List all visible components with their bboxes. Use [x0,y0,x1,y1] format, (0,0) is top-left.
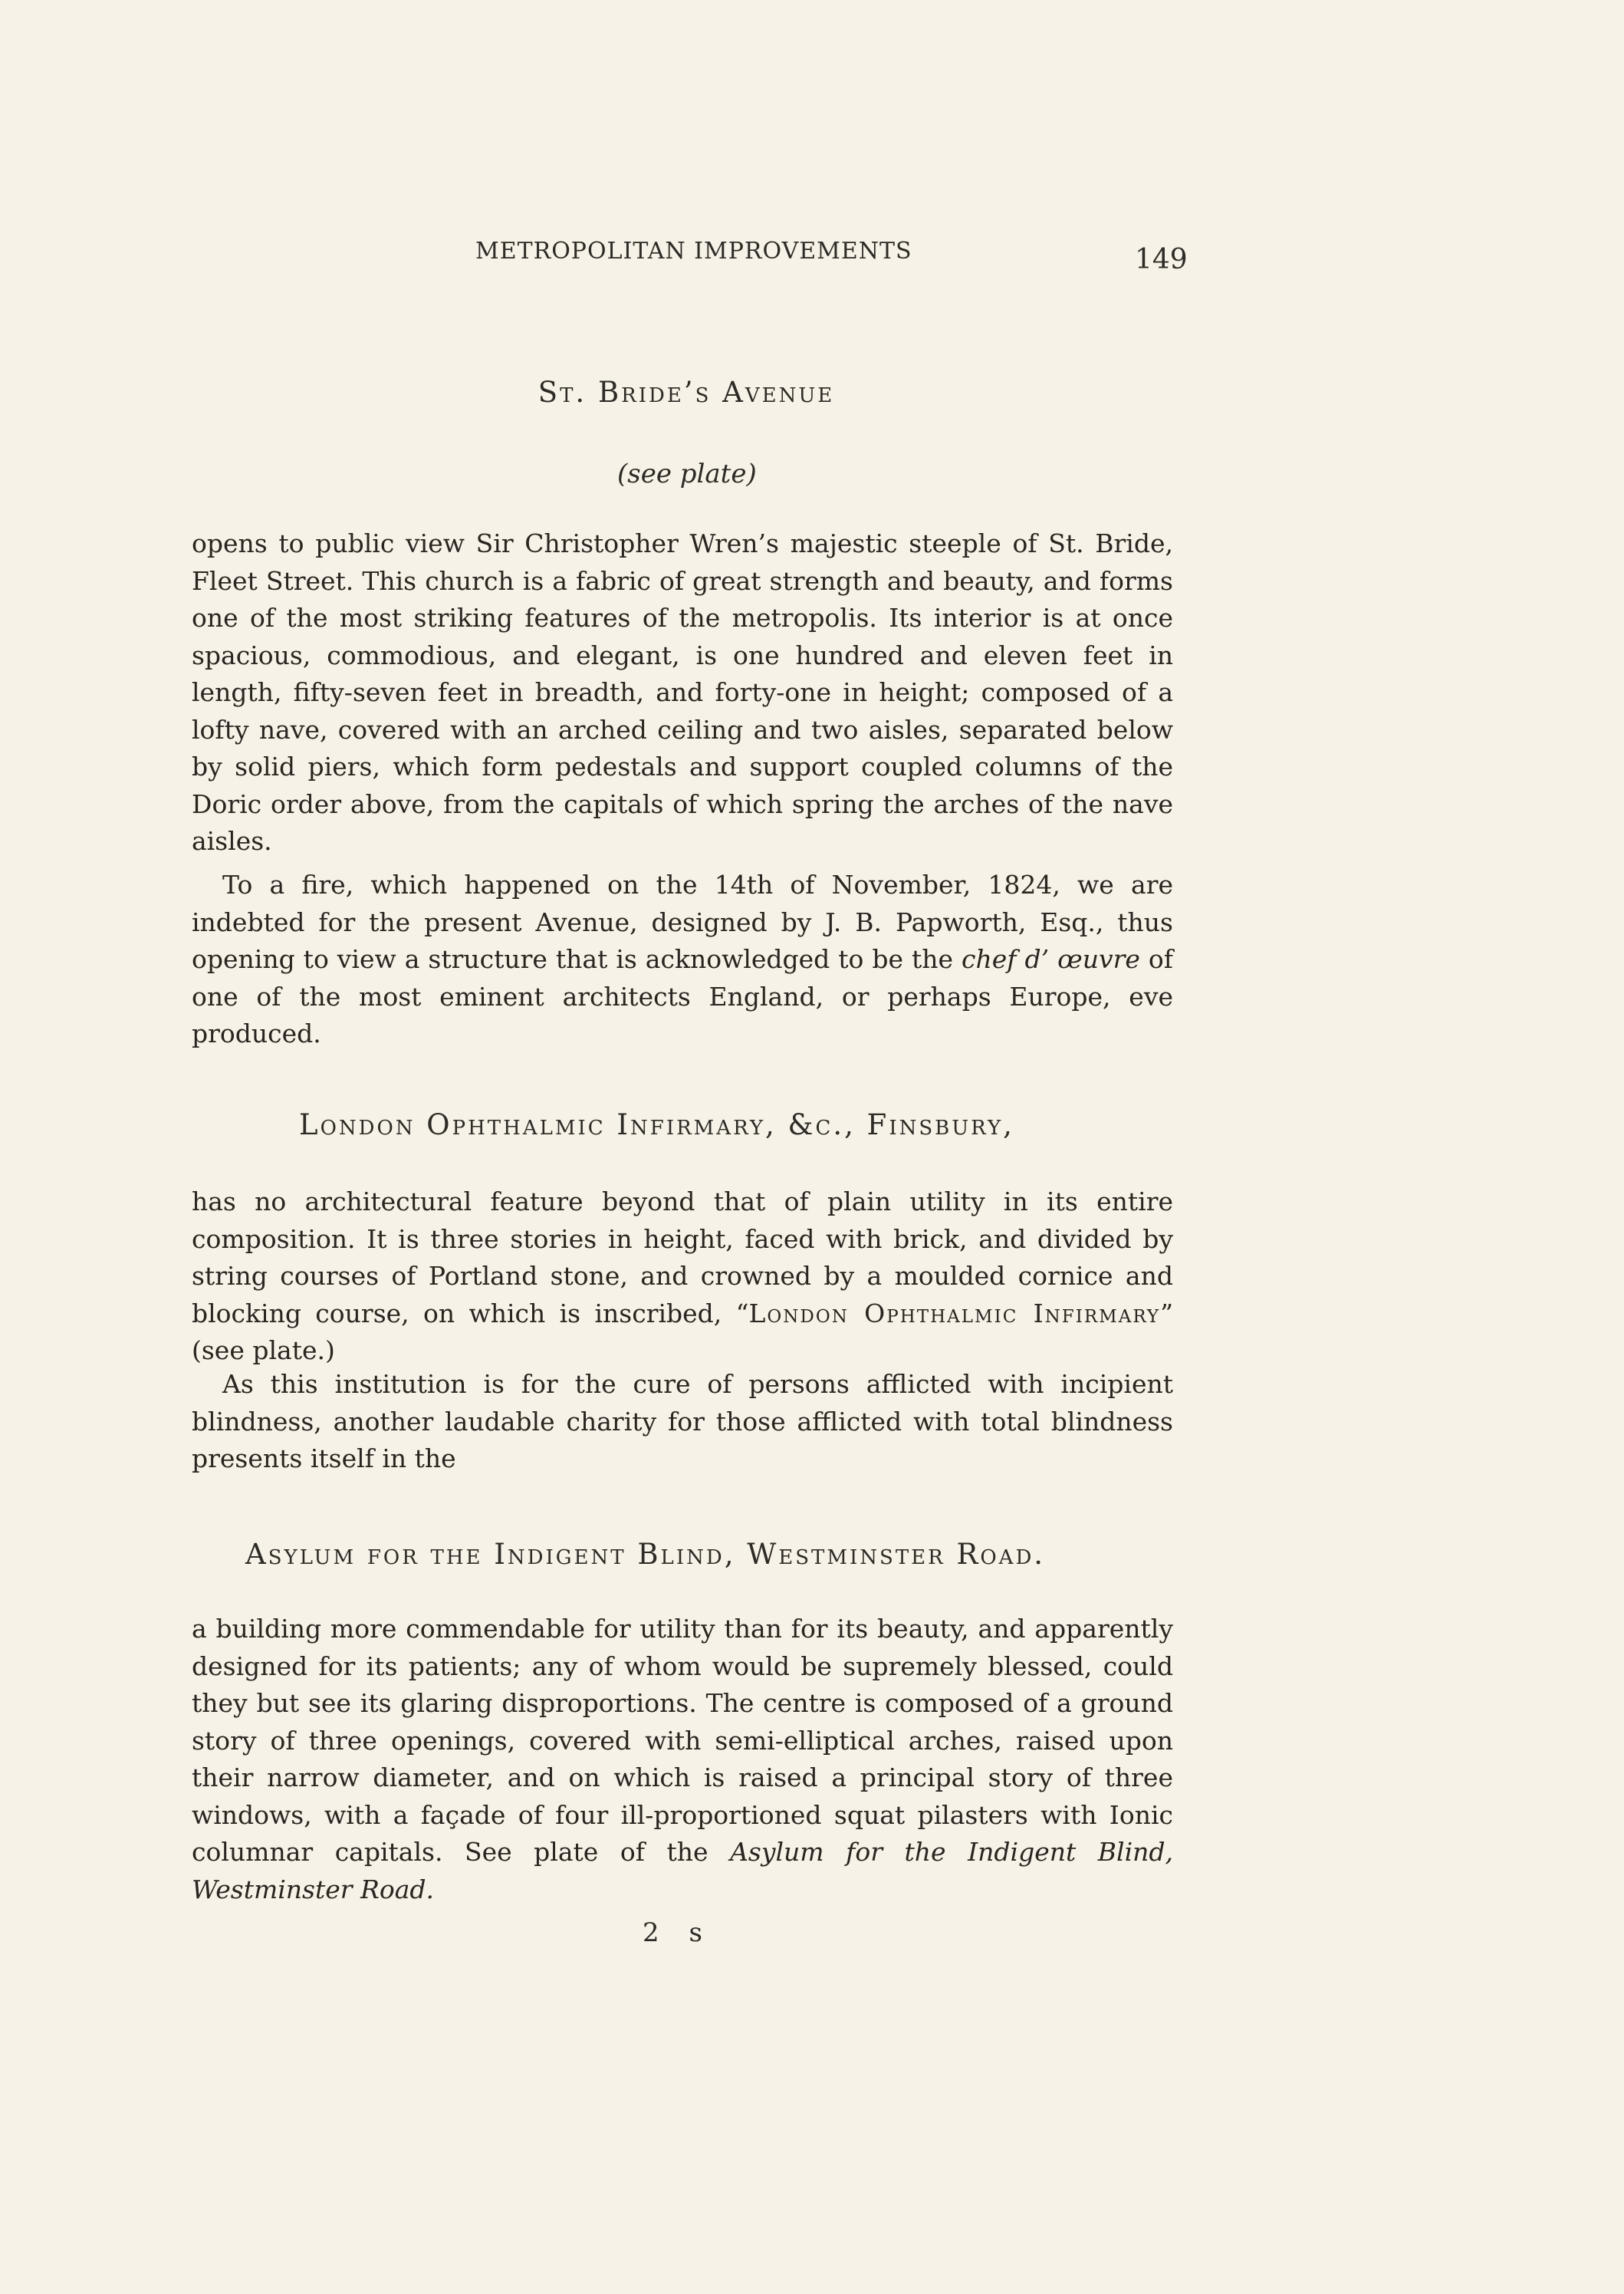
paragraph-infirmary-2: As this institution is for the cure of persons afflicted with incipient blindness, another laudable charity for those afflicted with total blindness presents itself in the [192,1369,1173,1473]
paragraph-st-brides-1: opens to public view Sir Christopher Wren’s majestic steeple of St. Bride, Fleet Street. This church is a fabric of great strength and beauty, and forms one of the most striking features of the metropolis. Its interior is at once spacious, commodious, and elegant, is one hundred and eleven feet in length, fifty-seven feet in breadth, and forty-one in height; composed of a lofty nave, covered with an arched ceiling and two aisles, separated below by solid piers, which form pedestals and support coupled columns of the Doric order above, from the capitals of which spring the arches of the nave aisles. [192,528,1173,856]
signature-mark: 2 s [643,1917,713,1948]
text-run: ” (see plate.) [192,1298,1173,1365]
text-run: has no architectural feature beyond that of plain utility in its entire composition. It is three stories in height, faced with brick, and divided by string courses of Portland stone, and crowned by a moulded cornice and blocking course, on which is inscribed, “ [192,1186,1173,1328]
italic-plate-reference: Asylum for the Indigent Blind, Westminster Road. [192,1837,1174,1904]
paragraph-st-brides-2 [192,867,1173,1053]
text-run: To a fire, which happened on the 14th of November, 1824, we are indebted for the present Avenue, designed by J. B. Papworth, Esq., thus opening to view a structure that is acknowledged to be the [192,870,1173,974]
inscription-caps: London Ophthalmic Infirmary [748,1298,1161,1328]
section-heading-asylum-indigent-blind: Asylum for the Indigent Blind, Westminster Road. [245,1538,1046,1571]
page-number: 149 [1135,244,1188,275]
see-plate-note: (see plate) [617,459,757,489]
section-heading-st-brides-avenue: St. Bride’s Avenue [537,376,835,409]
paragraph-asylum-1 [192,1611,1173,1908]
italic-phrase: chef d’ œuvre [962,944,1140,974]
section-heading-ophthalmic-infirmary: London Ophthalmic Infirmary, &c., Finsbury, [299,1108,1014,1141]
text-run: a building more commendable for utility than for its beauty, and apparently designed for its patients; any of whom would be supremely blessed, could they but see its glaring disproportions. The centre is composed of a ground story of three openings, covered with semi-elliptical arches, raised upon their narrow diameter, and on which is raised a principal story of three windows, with a façade of four ill-proportioned squat pilasters with Ionic columnar capitals. See plate of the [192,1614,1173,1867]
running-head: METROPOLITAN IMPROVEMENTS [475,238,912,265]
paragraph-infirmary-1 [192,1183,1173,1370]
text-run: of one of the most eminent architects England, or perhaps Europe, eve produced. [192,944,1173,1048]
